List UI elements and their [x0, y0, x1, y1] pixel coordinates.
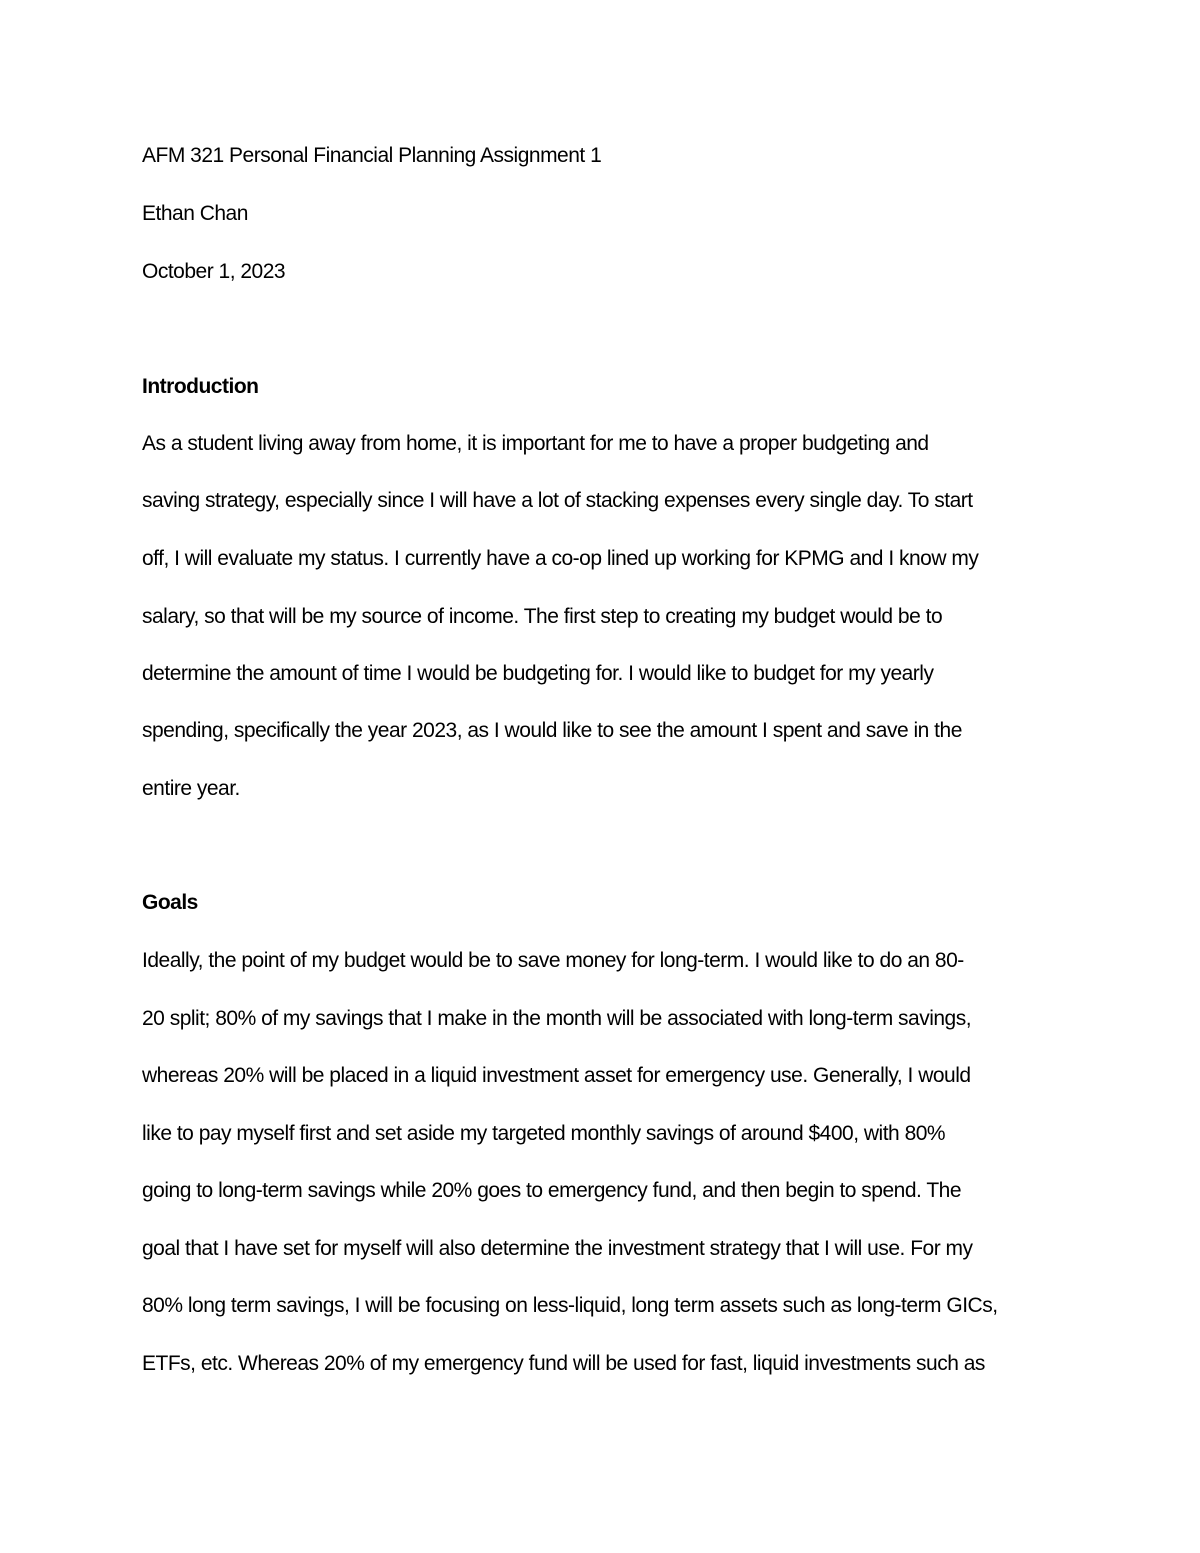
- document-date: October 1, 2023: [142, 260, 286, 283]
- paragraph-line: goal that I have set for myself will also determine the investment strategy that I will use. For my: [142, 1237, 973, 1260]
- paragraph-line: 20 split; 80% of my savings that I make in the month will be associated with long-term savings,: [142, 1007, 972, 1030]
- paragraph-line: entire year.: [142, 777, 240, 800]
- paragraph-line: determine the amount of time I would be budgeting for. I would like to budget for my yearly: [142, 662, 934, 685]
- paragraph-line: ETFs, etc. Whereas 20% of my emergency fund will be used for fast, liquid investments such as: [142, 1352, 985, 1375]
- paragraph-line: off, I will evaluate my status. I currently have a co-op lined up working for KPMG and I know my: [142, 547, 979, 570]
- document-title: AFM 321 Personal Financial Planning Assignment 1: [142, 144, 602, 167]
- section-heading-goals: Goals: [142, 891, 198, 914]
- paragraph-line: saving strategy, especially since I will have a lot of stacking expenses every single day. To start: [142, 489, 973, 512]
- paragraph-line: As a student living away from home, it is important for me to have a proper budgeting and: [142, 432, 929, 455]
- paragraph-line: 80% long term savings, I will be focusing on less-liquid, long term assets such as long-term GICs,: [142, 1294, 998, 1317]
- paragraph-line: whereas 20% will be placed in a liquid investment asset for emergency use. Generally, I would: [142, 1064, 971, 1087]
- author-name: Ethan Chan: [142, 202, 248, 225]
- paragraph-line: Ideally, the point of my budget would be to save money for long-term. I would like to do an 80-: [142, 949, 964, 972]
- paragraph-line: spending, specifically the year 2023, as I would like to see the amount I spent and save in the: [142, 719, 962, 742]
- paragraph-line: going to long-term savings while 20% goes to emergency fund, and then begin to spend. The: [142, 1179, 962, 1202]
- section-heading-introduction: Introduction: [142, 375, 259, 398]
- paragraph-line: like to pay myself first and set aside my targeted monthly savings of around $400, with 80%: [142, 1122, 946, 1145]
- paragraph-line: salary, so that will be my source of income. The first step to creating my budget would be to: [142, 605, 943, 628]
